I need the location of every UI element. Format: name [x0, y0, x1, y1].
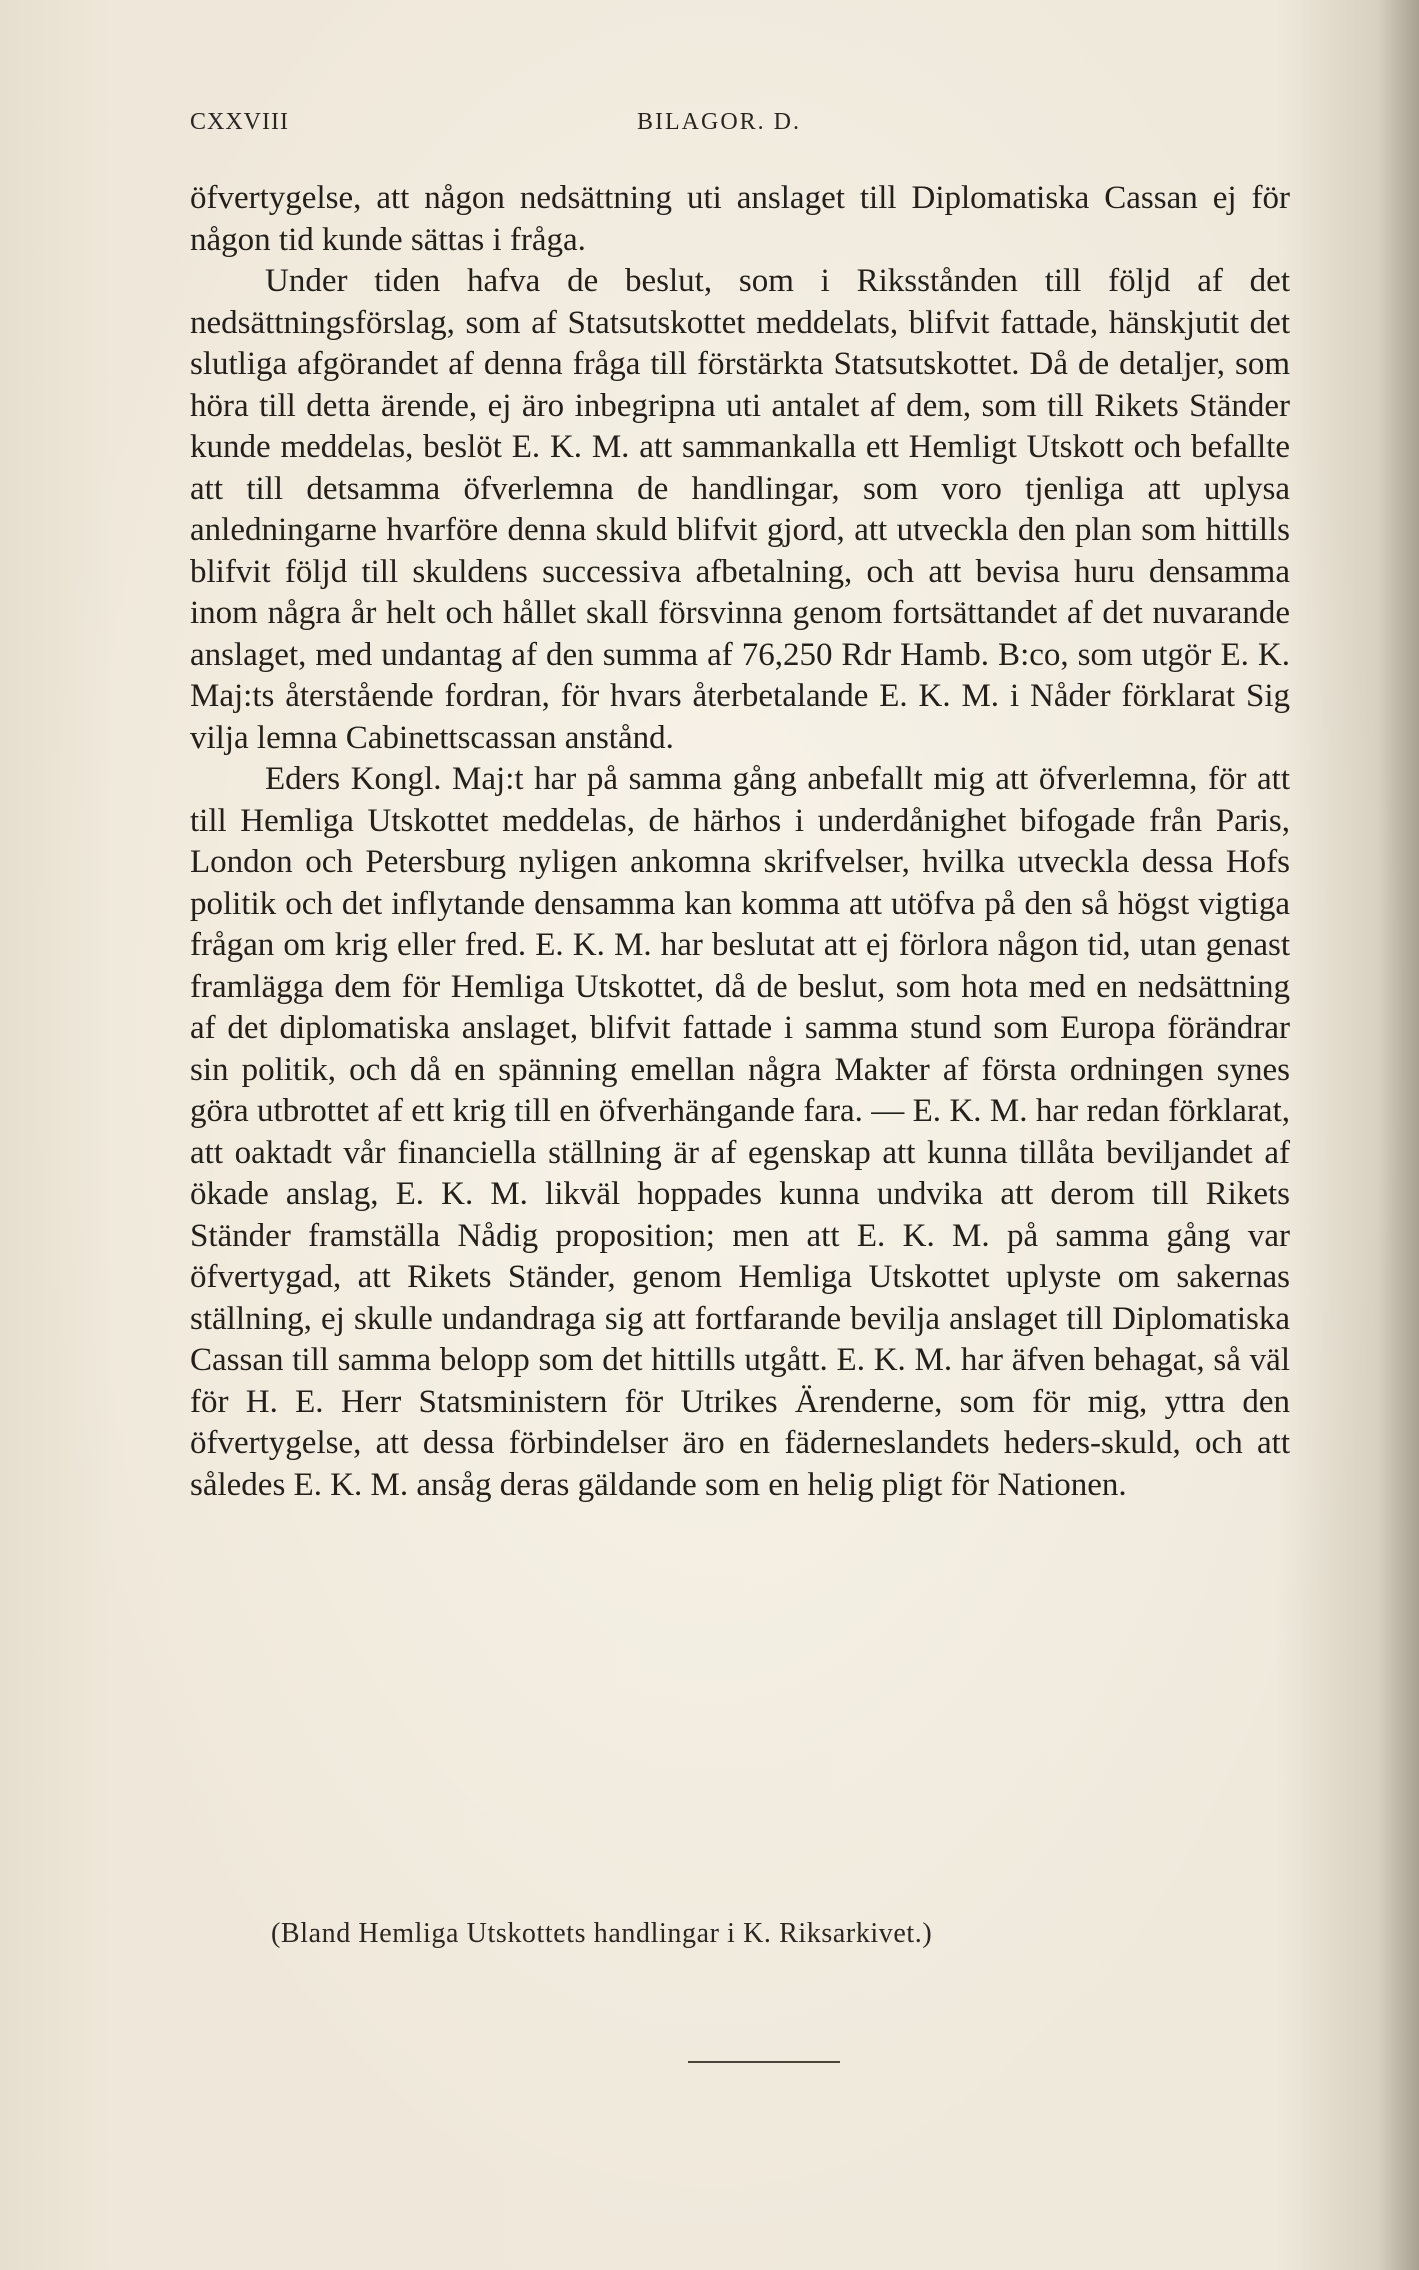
paragraph-2: Under tiden hafva de beslut, som i Riksstånden till följd af det nedsättningsförslag, som af Statsutskottet meddelats, blifvit fattade, hänskjutit det slutliga afgörandet af denna fråga till förstärkta Statsutskottet. Då de detaljer, som höra till detta ärende, ej äro inbegripna uti antalet af dem, som till Rikets Ständer kunde meddelas, beslöt E. K. M. att sammankalla ett Hemligt Utskott och befallte att till detsamma öfverlemna de handlingar, som voro tjenliga att uplysa anledningarne hvarföre denna skuld blifvit gjord, att utveckla den plan som hittills blifvit följd till skuldens successiva afbetalning, och att bevisa huru densamma inom några år helt och hållet skall försvinna genom fortsättandet af det nuvarande anslaget, med undantag af den summa af 76,250 Rdr Hamb. B:co, som utgör E. K. Maj:ts återstående fordran, för hvars återbetalande E. K. M. i Nåder förklarat Sig vilja lemna Cabinettscassan anstånd.: [190, 263, 1290, 756]
paragraph-continuation: öfvertygelse, att någon nedsättning uti anslaget till Diplomatiska Cassan ej för någon tid kunde sättas i fråga.: [190, 180, 1290, 258]
paragraph-3: Eders Kongl. Maj:t har på samma gång anbefallt mig att öfverlemna, för att till Hemliga Utskottet meddelas, de härhos i underdånighet bifogade från Paris, London och Petersburg nyligen ankomna skrifvelser, hvilka utveckla dessa Hofs politik och det inflytande densamma kan komma att utöfva på den så högst vigtiga frågan om krig eller fred. E. K. M. har beslutat att ej förlora någon tid, utan genast framlägga dem för Hemliga Utskottet, då de beslut, som hota med en nedsättning af det diplomatiska anslaget, blifvit fattade i samma stund som Europa förändrar sin politik, och då en spänning emellan några Makter af första ordningen synes göra utbrottet af ett krig till en öfverhängande fara. — E. K. M. har redan förklarat, att oaktadt vår financiella ställning är af egenskap att kunna tillåta beviljandet af ökade anslag, E. K. M. likväl hoppades kunna undvika att derom till Rikets Ständer framställa Nådig proposition; men att E. K. M. på samma gång var öfvertygad, att Rikets Ständer, genom Hemliga Utskottet uplyste om sakernas ställning, ej skulle undandraga sig att fortfarande bevilja anslaget till Diplomatiska Cassan till samma belopp som det hittills utgått. E. K. M. har äfven behagat, så väl för H. E. Herr Statsministern för Utrikes Ärenderne, som för mig, yttra den öfvertygelse, att dessa förbindelser äro en fäderneslandets heders-skuld, och att således E. K. M. ansåg deras gäldande som en helig pligt för Nationen.: [190, 761, 1290, 1503]
running-head: [190, 109, 1290, 139]
source-note: (Bland Hemliga Utskottets handlingar i K. Riksarkivet.): [271, 1918, 933, 1949]
body-text: [190, 178, 1290, 1506]
end-rule: [688, 2061, 840, 2063]
page-folio: CXXVIII: [190, 109, 289, 135]
section-title: BILAGOR. D.: [637, 109, 801, 135]
page-edge-shadow: [1379, 0, 1419, 2270]
